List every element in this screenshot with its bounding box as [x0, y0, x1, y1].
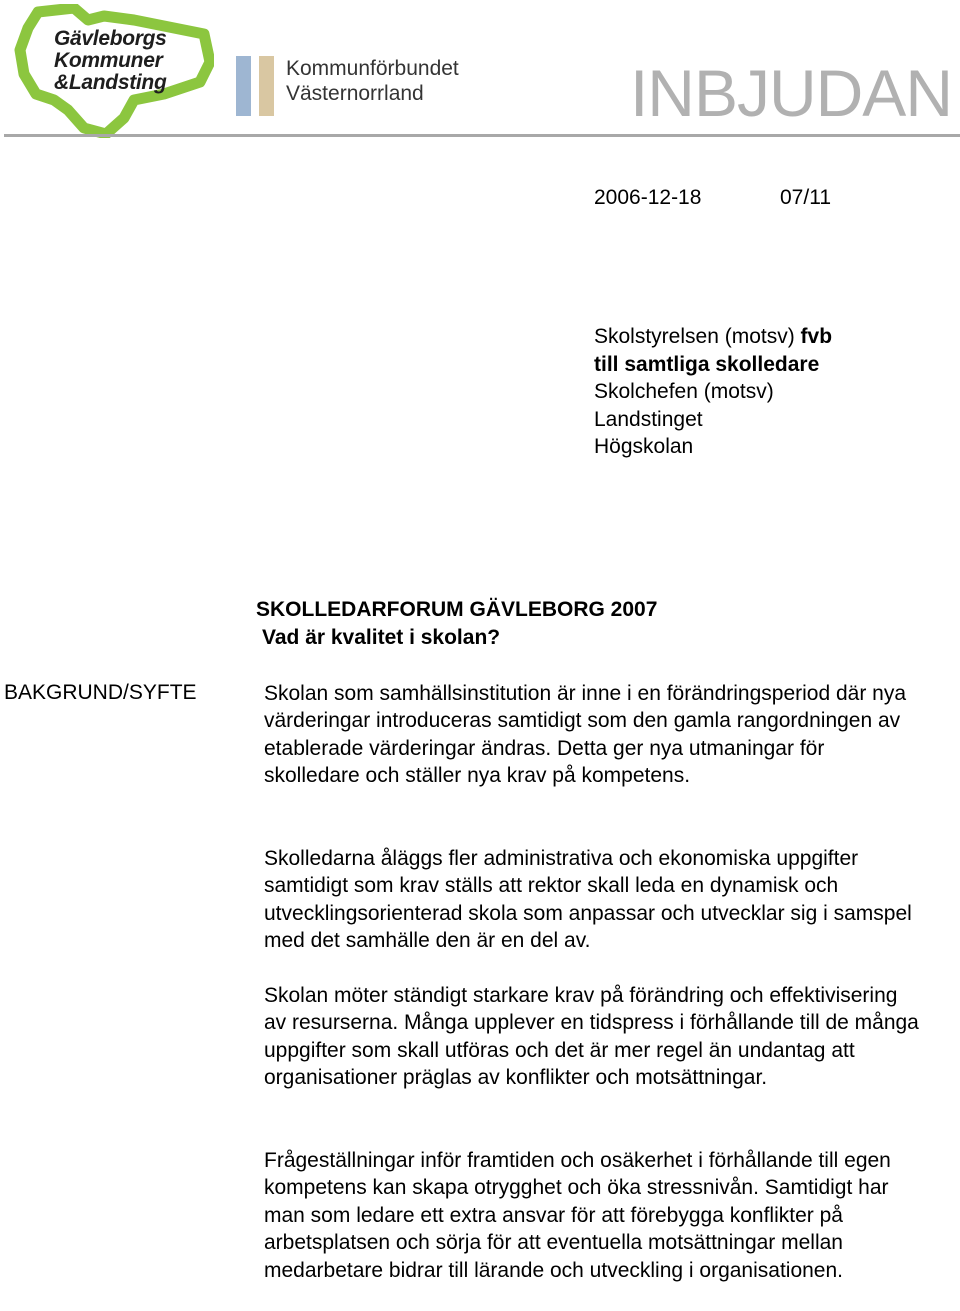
paragraph-3: [264, 982, 924, 1092]
kommunforbundet-logo: [236, 56, 476, 120]
recipient-5: Högskolan: [594, 435, 694, 458]
paragraph-4: [264, 1147, 924, 1284]
logo-bar-tan: [259, 56, 274, 116]
logo1-line1: Gävleborgs: [54, 27, 167, 50]
section-label: BAKGRUND/SYFTE: [4, 681, 197, 704]
recipient-2: till samtliga skolledare: [594, 352, 820, 376]
event-subtitle: Vad är kvalitet i skolan?: [262, 626, 501, 649]
paragraph-4-text: Frågeställningar inför framtiden och osäkerhet i förhållande till egen kompetens kan skapa otrygghet och öka stressnivån. Samtidigt har man som ledare ett extra ansvar för att förebygga konflikter på arbetsplatsen och sörja för att eventuella motsättningar mellan medarbetare bidrar till lärande och utveckling i organisationen.: [264, 1149, 891, 1282]
recipient-1: [594, 323, 832, 351]
recipient-4: Landstinget: [594, 407, 703, 431]
document-number: 07/11: [780, 186, 831, 209]
logo1-line3: &Landsting: [54, 71, 167, 94]
gavleborg-logo: [14, 4, 214, 138]
document-date: 2006-12-18: [594, 186, 702, 209]
recipient-1-text: Skolstyrelsen (motsv): [594, 325, 801, 348]
logo2-line1: Kommunförbundet: [286, 57, 459, 80]
document-heading: INBJUDAN: [629, 56, 952, 130]
paragraph-2: [264, 845, 924, 955]
logo-bar-blue: [236, 56, 251, 116]
recipient-3: Skolchefen (motsv): [594, 380, 774, 403]
header-divider: [4, 134, 960, 137]
recipient-1-bold: fvb: [800, 325, 833, 348]
paragraph-1: [264, 680, 924, 790]
paragraph-3-text: Skolan möter ständigt starkare krav på förändring och effektivisering av resurserna. Många upplever en tidspress i förhållande till de många uppgifter som skall utföras och det är mer regel än undantag att organisationer präglas av konflikter och motsättningar.: [264, 984, 919, 1090]
event-title: SKOLLEDARFORUM GÄVLEBORG 2007: [256, 598, 658, 621]
recipient-list: [594, 323, 832, 461]
paragraph-1-text: Skolan som samhällsinstitution är inne i en förändringsperiod där nya värderingar introduceras samtidigt som den gamla rangordningen av etablerade värderingar ändras. Detta ger nya utmaningar för skolledare och ställer nya krav på kompetens.: [264, 682, 907, 788]
logo1-line2: Kommuner: [54, 49, 163, 72]
logo2-line2: Västernorrland: [286, 82, 424, 105]
paragraph-2-text: Skolledarna åläggs fler administrativa och ekonomiska uppgifter samtidigt som krav ställs att rektor skall leda en dynamisk och utvecklingsorienterad skola som anpassar och utvecklar sig i samspel med det samhälle den är en del av.: [264, 847, 912, 953]
